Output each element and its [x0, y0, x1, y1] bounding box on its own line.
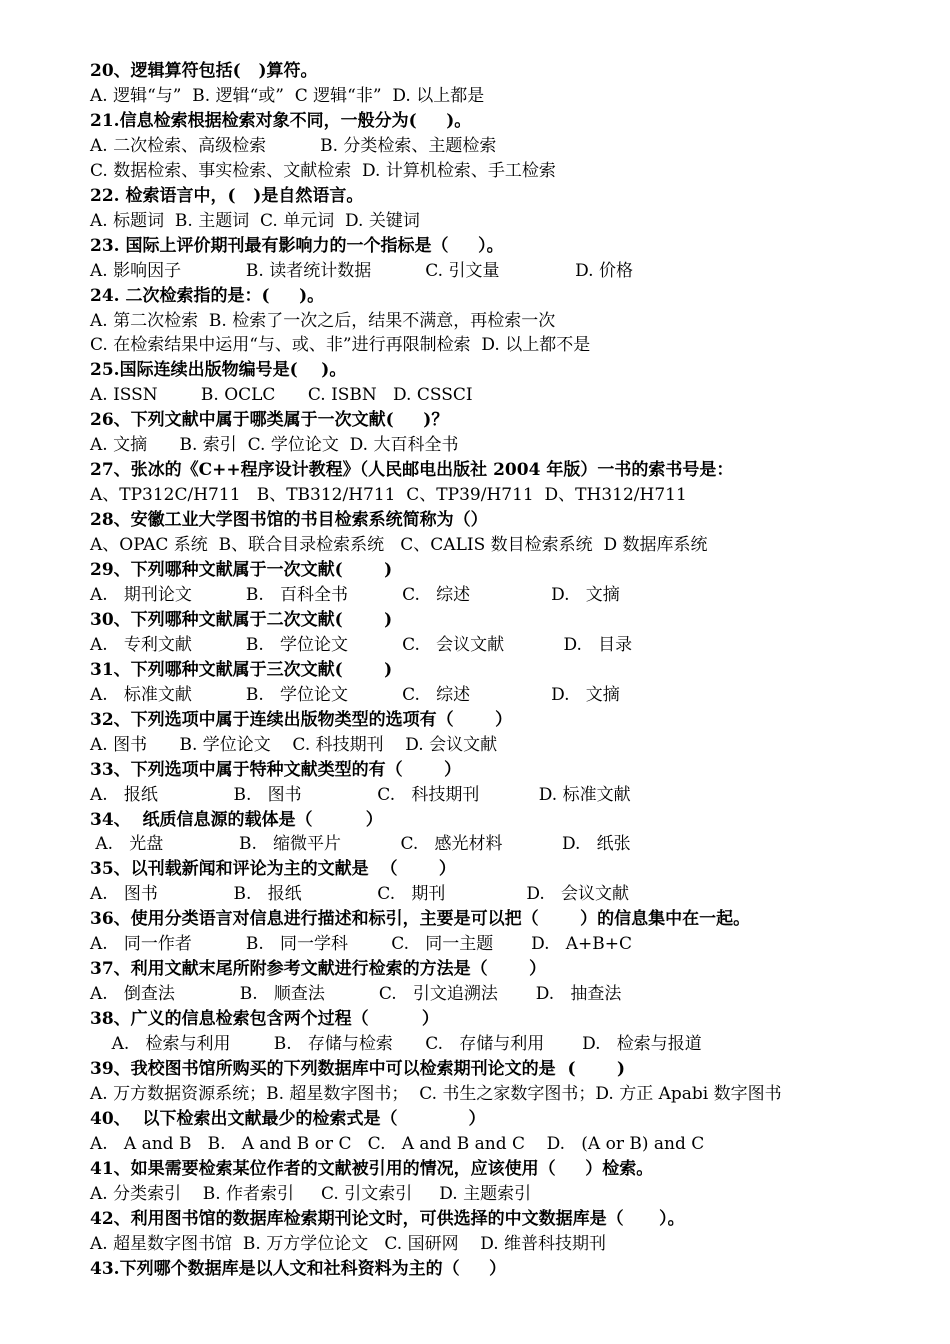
- question-line: 26、下列文献中属于哪类属于一次文献( )？: [90, 410, 449, 431]
- question-line: 28、安徽工业大学图书馆的书目检索系统简称为（）: [90, 510, 488, 531]
- question-line: 40、 以下检索出文献最少的检索式是（ ）: [90, 1108, 486, 1129]
- options-line: A. 第二次检索 B. 检索了一次之后，结果不满意，再检索一次: [90, 310, 556, 331]
- question-line: 32、下列选项中属于连续出版物类型的选项有（ ）: [90, 709, 513, 730]
- options-line: A、TP312C/H711 B、TB312/H711 C、TP39/H711 D、TH312/H711: [90, 485, 687, 506]
- question-line: 25.国际连续出版物编号是( )。: [90, 360, 347, 381]
- question-line: 29、下列哪种文献属于一次文献( ): [90, 560, 393, 580]
- options-line: A. 同一作者 B. 同一学科 C. 同一主题 D. A+B+C: [90, 934, 633, 955]
- options-line: A. 超星数字图书馆 B. 万方学位论文 C. 国研网 D. 维普科技期刊: [90, 1233, 607, 1254]
- options-line: A. 专利文献 B. 学位论文 C. 会议文献 D. 目录: [90, 634, 633, 655]
- question-line: 39、我校图书馆所购买的下列数据库中可以检索期刊论文的是 ( ): [90, 1059, 626, 1079]
- options-line: A. 标准文献 B. 学位论文 C. 综述 D. 文摘: [90, 684, 620, 705]
- options-line: A. A and B B. A and B or C C. A and B and C D. (A or B) and C: [90, 1133, 705, 1154]
- question-line: 22. 检索语言中，( )是自然语言。: [90, 185, 364, 206]
- question-line: 20、逻辑算符包括( )算符。: [90, 61, 318, 81]
- question-line: 24. 二次检索指的是：( )。: [90, 285, 325, 306]
- options-line: A. 文摘 B. 索引 C. 学位论文 D. 大百科全书: [90, 435, 459, 456]
- question-line: 38、广义的信息检索包含两个过程（ ）: [90, 1009, 439, 1030]
- question-line: 36、使用分类语言对信息进行描述和标引，主要是可以把（ ）的信息集中在一起。: [90, 909, 751, 930]
- options-line: A. 分类索引 B. 作者索引 C. 引文索引 D. 主题索引: [90, 1183, 532, 1204]
- question-line: 31、下列哪种文献属于三次文献( ): [90, 659, 393, 680]
- question-line: 43.下列哪个数据库是以人文和社科资料为主的（ ）: [90, 1258, 507, 1279]
- options-line: A. 报纸 B. 图书 C. 科技期刊 D. 标准文献: [90, 784, 631, 805]
- options-line: C. 在检索结果中运用“与、或、非”进行再限制检索 D. 以上都不是: [90, 335, 591, 356]
- question-line: 42、利用图书馆的数据库检索期刊论文时，可供选择的中文数据库是（ ）。: [90, 1208, 685, 1229]
- question-line: 23. 国际上评价期刊最有影响力的一个指标是（ ）。: [90, 235, 504, 256]
- options-line: A. 影响因子 B. 读者统计数据 C. 引文量 D. 价格: [90, 260, 633, 281]
- options-line: A. 图书 B. 学位论文 C. 科技期刊 D. 会议文献: [90, 734, 498, 755]
- options-line: A. 万方数据资源系统；B. 超星数字图书； C. 书生之家数字图书；D. 方正 Apabi 数字图书: [90, 1083, 782, 1104]
- options-line: C. 数据检索、事实检索、文献检索 D. 计算机检索、手工检索: [90, 160, 556, 181]
- question-line: 21.信息检索根据检索对象不同，一般分为( )。: [90, 110, 472, 131]
- question-line: 37、利用文献末尾所附参考文献进行检索的方法是（ ）: [90, 959, 547, 980]
- options-line: A. 期刊论文 B. 百科全书 C. 综述 D. 文摘: [90, 584, 620, 605]
- options-line: A. 标题词 B. 主题词 C. 单元词 D. 关键词: [90, 210, 420, 231]
- options-line: A. ISSN B. OCLC C. ISBN D. CSSCI: [90, 385, 473, 406]
- options-line: A. 二次检索、高级检索 B. 分类检索、主题检索: [90, 135, 497, 156]
- options-line: A. 检索与利用 B. 存储与检索 C. 存储与利用 D. 检索与报道: [90, 1034, 702, 1054]
- options-line: A. 图书 B. 报纸 C. 期刊 D. 会议文献: [90, 884, 630, 905]
- question-line: 41、如果需要检索某位作者的文献被引用的情况，应该使用（ ）检索。: [90, 1158, 654, 1179]
- question-line: 35、以刊载新闻和评论为主的文献是 （ ）: [90, 859, 456, 880]
- question-line: 34、 纸质信息源的载体是（ ）: [90, 809, 383, 830]
- question-line: 27、张冰的《C++程序设计教程》（人民邮电出版社 2004 年版）一书的索书号是：: [90, 460, 734, 481]
- options-line: A. 倒查法 B. 顺查法 C. 引文追溯法 D. 抽查法: [90, 984, 622, 1005]
- options-line: A、OPAC 系统 B、联合目录检索系统 C、CALIS 数目检索系统 D 数据库系统: [90, 535, 708, 555]
- question-line: 33、下列选项中属于特种文献类型的有（ ）: [90, 759, 462, 780]
- options-line: A. 光盘 B. 缩微平片 C. 感光材料 D. 纸张: [90, 834, 631, 855]
- options-line: A. 逻辑“与” B. 逻辑“或” C 逻辑“非” D. 以上都是: [90, 86, 485, 106]
- question-line: 30、下列哪种文献属于二次文献( ): [90, 609, 393, 630]
